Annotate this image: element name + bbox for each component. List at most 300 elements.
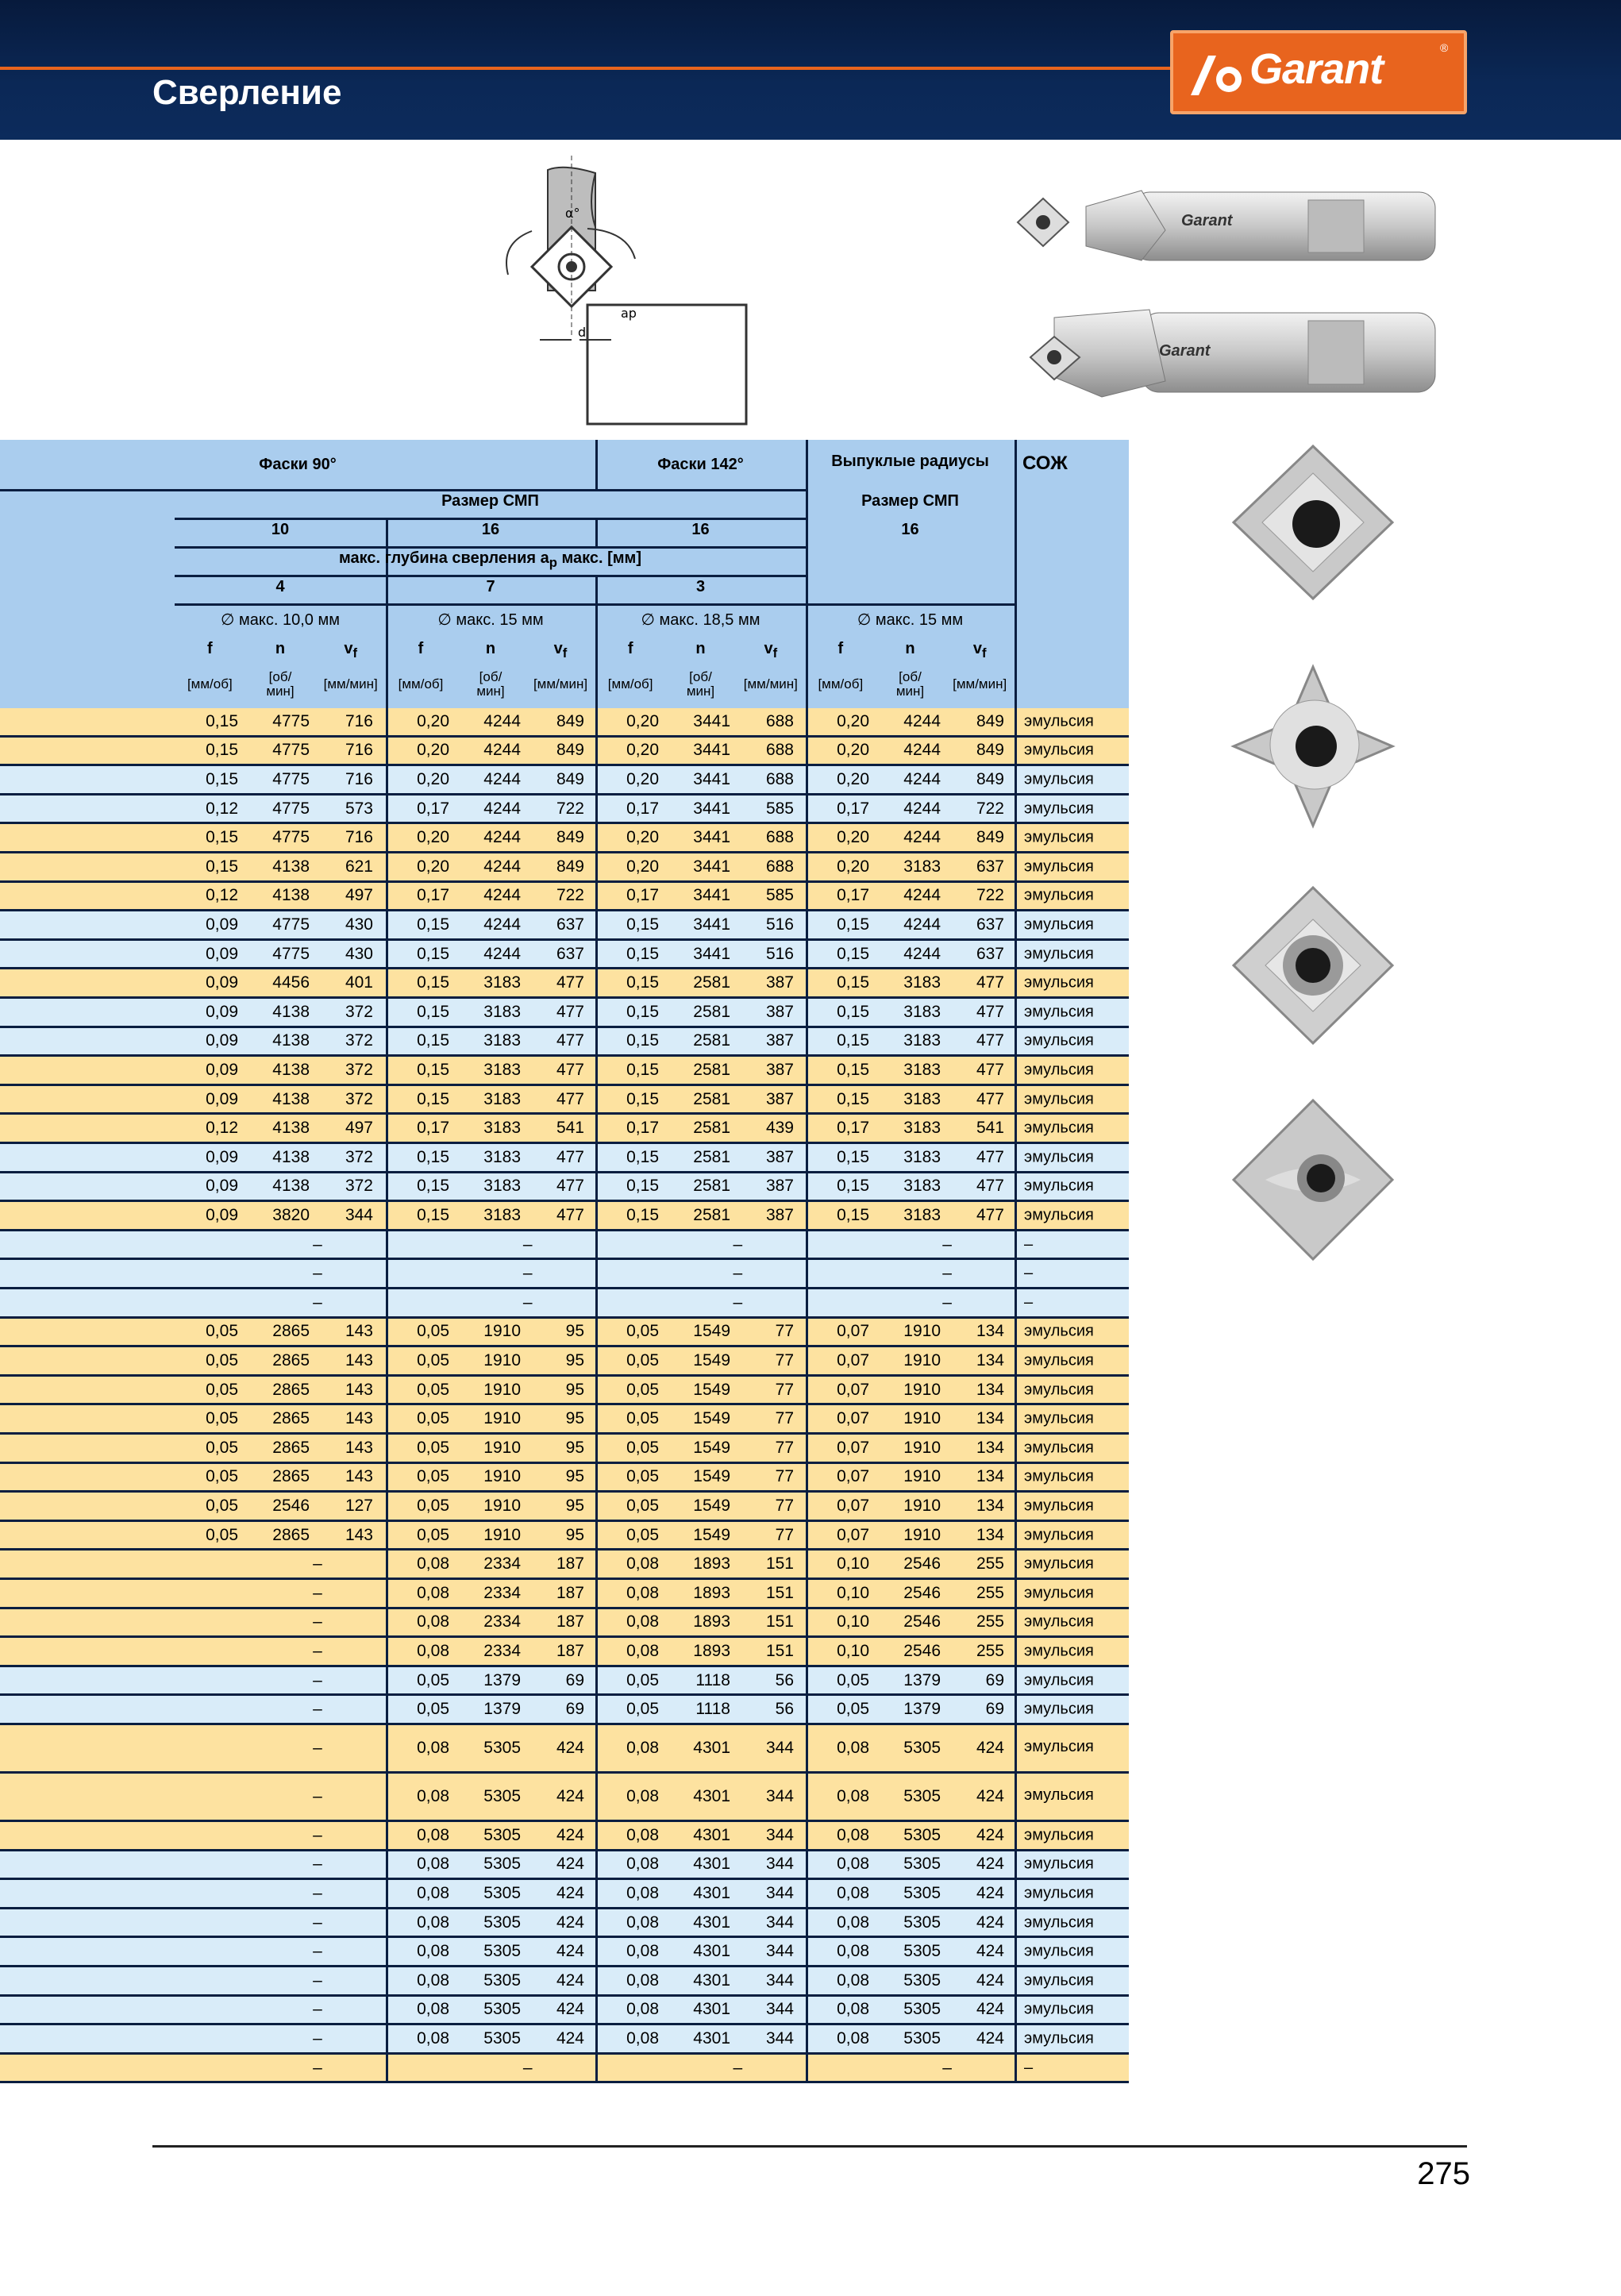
param-vf: $v_f$: [344, 640, 357, 661]
vf-value: 69: [985, 1700, 1004, 1719]
f-value: 0,15: [837, 1060, 869, 1079]
table-row: [0, 1696, 1129, 1725]
dash-cell: –: [942, 1264, 952, 1283]
n-value: 1549: [693, 1438, 730, 1457]
unit-n: [об/ мин]: [895, 669, 925, 699]
f-value: 0,08: [417, 1554, 449, 1574]
table-row: [0, 911, 1129, 941]
table-row: [0, 999, 1129, 1028]
n-value: 4244: [483, 828, 521, 847]
table-row: [0, 738, 1129, 767]
f-value: 0,08: [837, 1787, 869, 1805]
vf-value: 541: [976, 1119, 1004, 1138]
f-value: 0,15: [626, 1147, 659, 1166]
coolant-cell: эмульсия: [1024, 1913, 1094, 1932]
n-value: 1910: [903, 1350, 941, 1370]
vf-value: 143: [345, 1467, 373, 1486]
n-value: 4775: [272, 799, 310, 818]
dash-cell: –: [313, 1825, 322, 1844]
table-row: [0, 1967, 1129, 1997]
f-value: 0,07: [837, 1525, 869, 1544]
vf-value: 344: [765, 1942, 794, 1961]
param-f: f: [206, 640, 213, 657]
coolant-cell: эмульсия: [1024, 712, 1094, 730]
f-value: 0,15: [837, 1002, 869, 1021]
n-value: 3183: [903, 1177, 941, 1196]
f-value: 0,08: [626, 2000, 659, 2019]
n-value: 1910: [903, 1525, 941, 1544]
f-value: 0,08: [417, 1970, 449, 1990]
header-insert-size: Размер СМП: [441, 492, 539, 510]
coolant-cell: эмульсия: [1024, 1700, 1094, 1718]
size-16-c: 16: [901, 521, 919, 538]
coolant-cell: эмульсия: [1024, 770, 1094, 788]
header-convex-radii: Выпуклые радиусы: [831, 453, 989, 470]
param-n: n: [275, 640, 286, 657]
vf-value: 849: [556, 828, 584, 847]
f-value: 0,15: [837, 1177, 869, 1196]
n-value: 4301: [693, 1970, 730, 1990]
dash-cell: –: [313, 1612, 322, 1631]
vf-value: 143: [345, 1322, 373, 1341]
n-value: 1549: [693, 1350, 730, 1370]
n-value: 3183: [903, 1031, 941, 1050]
n-value: 4775: [272, 828, 310, 847]
vf-value: 516: [765, 944, 794, 963]
garant-logo-mark-icon: [1188, 51, 1251, 98]
vf-value: 477: [976, 1147, 1004, 1166]
f-value: 0,08: [417, 2000, 449, 2019]
n-value: 3183: [483, 1119, 521, 1138]
vf-value: 688: [765, 769, 794, 788]
f-value: 0,08: [837, 2000, 869, 2019]
coolant-cell: эмульсия: [1024, 2000, 1094, 2018]
f-value: 0,09: [206, 1031, 238, 1050]
diameter-b: ∅ макс. 15 мм: [437, 611, 544, 629]
coolant-cell: эмульсия: [1024, 1884, 1094, 1902]
f-value: 0,15: [626, 944, 659, 963]
vf-value: 688: [765, 857, 794, 876]
n-value: 4138: [272, 857, 310, 876]
f-value: 0,07: [837, 1350, 869, 1370]
vf-value: 497: [345, 1119, 373, 1138]
vf-value: 477: [556, 973, 584, 992]
f-value: 0,15: [837, 1089, 869, 1108]
vf-value: 344: [765, 1913, 794, 1932]
f-value: 0,08: [417, 1612, 449, 1631]
dash-cell: –: [313, 1554, 322, 1574]
n-value: 1910: [483, 1350, 521, 1370]
f-value: 0,05: [626, 1350, 659, 1370]
coolant-cell: эмульсия: [1024, 1206, 1094, 1224]
coolant-cell: эмульсия: [1024, 1351, 1094, 1370]
table-row: [0, 1851, 1129, 1881]
vf-value: 69: [985, 1670, 1004, 1689]
f-value: 0,08: [626, 1970, 659, 1990]
coolant-cell: эмульсия: [1024, 973, 1094, 992]
n-value: 1379: [483, 1700, 521, 1719]
f-value: 0,05: [626, 1670, 659, 1689]
param-n: n: [485, 640, 496, 657]
page-title: Сверление: [152, 73, 342, 112]
n-value: 3183: [903, 1089, 941, 1108]
n-value: 3183: [483, 1205, 521, 1224]
table-header: [0, 440, 1129, 708]
insert-image-1: [1218, 435, 1408, 610]
vf-value: 477: [976, 973, 1004, 992]
f-value: 0,15: [626, 1089, 659, 1108]
n-value: 4138: [272, 1119, 310, 1138]
f-value: 0,08: [626, 1825, 659, 1844]
f-value: 0,05: [206, 1496, 238, 1515]
vf-value: 143: [345, 1380, 373, 1399]
f-value: 0,08: [837, 1855, 869, 1874]
n-value: 5305: [483, 1855, 521, 1874]
vf-value: 477: [976, 1002, 1004, 1021]
f-value: 0,17: [837, 886, 869, 905]
unit-f: [мм/об]: [607, 676, 653, 691]
f-value: 0,20: [417, 828, 449, 847]
n-value: 4244: [903, 944, 941, 963]
vf-value: 497: [345, 886, 373, 905]
vf-value: 344: [765, 1855, 794, 1874]
vf-value: 716: [345, 711, 373, 730]
f-value: 0,05: [626, 1409, 659, 1428]
f-value: 0,08: [417, 1855, 449, 1874]
vf-value: 722: [976, 886, 1004, 905]
coolant-cell: эмульсия: [1024, 1554, 1094, 1573]
table-row: [0, 941, 1129, 970]
vf-value: 477: [556, 1060, 584, 1079]
f-value: 0,08: [837, 1970, 869, 1990]
vf-value: 95: [565, 1409, 584, 1428]
vf-value: 424: [556, 1739, 584, 1757]
table-row: [0, 1405, 1129, 1435]
table-row: [0, 1347, 1129, 1377]
vf-value: 69: [565, 1700, 584, 1719]
table-row: [0, 1909, 1129, 1939]
table-row: [0, 1289, 1129, 1319]
header-chamfer142: Фаски 142°: [657, 456, 744, 473]
f-value: 0,05: [626, 1467, 659, 1486]
n-value: 1910: [903, 1409, 941, 1428]
f-value: 0,05: [626, 1496, 659, 1515]
vf-value: 849: [976, 711, 1004, 730]
coolant-cell: эмульсия: [1024, 857, 1094, 876]
n-value: 5305: [483, 1913, 521, 1932]
vf-value: 134: [976, 1525, 1004, 1544]
f-value: 0,08: [626, 1554, 659, 1574]
n-value: 2865: [272, 1322, 310, 1341]
n-value: 1549: [693, 1409, 730, 1428]
table-row: [0, 1822, 1129, 1851]
f-value: 0,15: [417, 1147, 449, 1166]
coolant-cell: эмульсия: [1024, 1148, 1094, 1166]
f-value: 0,05: [206, 1525, 238, 1544]
n-value: 4244: [903, 828, 941, 847]
f-value: 0,08: [626, 1583, 659, 1602]
vf-value: 424: [976, 1825, 1004, 1844]
f-value: 0,08: [837, 1913, 869, 1932]
n-value: 4244: [903, 741, 941, 760]
vf-value: 127: [345, 1496, 373, 1515]
depth-4: 4: [275, 578, 285, 595]
n-value: 1893: [693, 1641, 730, 1660]
f-value: 0,15: [417, 1177, 449, 1196]
vf-value: 722: [556, 799, 584, 818]
vf-value: 134: [976, 1438, 1004, 1457]
coolant-cell: эмульсия: [1024, 1971, 1094, 1990]
f-value: 0,15: [626, 973, 659, 992]
coolant-cell: эмульсия: [1024, 1526, 1094, 1544]
table-row: [0, 1551, 1129, 1580]
f-value: 0,10: [837, 1583, 869, 1602]
n-value: 3820: [272, 1205, 310, 1224]
vf-value: 372: [345, 1002, 373, 1021]
coolant-cell: эмульсия: [1024, 1786, 1094, 1804]
table-row: [0, 1086, 1129, 1115]
f-value: 0,08: [417, 1583, 449, 1602]
coolant-cell: эмульсия: [1024, 1090, 1094, 1108]
dash-cell: –: [942, 1235, 952, 1254]
n-value: 1893: [693, 1583, 730, 1602]
n-value: 2581: [693, 1031, 730, 1050]
vf-value: 344: [345, 1205, 373, 1224]
vf-value: 477: [556, 1177, 584, 1196]
n-value: 2581: [693, 1060, 730, 1079]
n-value: 5305: [903, 1970, 941, 1990]
n-value: 1910: [483, 1496, 521, 1515]
vf-value: 477: [556, 1002, 584, 1021]
f-value: 0,07: [837, 1467, 869, 1486]
f-value: 0,05: [206, 1438, 238, 1457]
dash-cell: –: [313, 2058, 322, 2077]
vf-value: 477: [556, 1147, 584, 1166]
n-value: 5305: [483, 1787, 521, 1805]
coolant-cell: эмульсия: [1024, 1119, 1094, 1137]
table-row: [0, 708, 1129, 738]
coolant-cell: эмульсия: [1024, 1322, 1094, 1340]
vf-value: 56: [775, 1670, 794, 1689]
n-value: 5305: [903, 1883, 941, 1902]
vf-value: 849: [556, 711, 584, 730]
insert-image-2: [1218, 659, 1408, 834]
coolant-cell: эмульсия: [1024, 1612, 1094, 1631]
param-f: f: [837, 640, 844, 657]
vf-value: 849: [556, 741, 584, 760]
n-value: 1379: [903, 1700, 941, 1719]
n-value: 4244: [483, 799, 521, 818]
vf-value: 585: [765, 886, 794, 905]
coolant-cell: эмульсия: [1024, 741, 1094, 759]
vf-value: 344: [765, 2028, 794, 2048]
f-value: 0,05: [417, 1350, 449, 1370]
table-row: [0, 1173, 1129, 1203]
vf-value: 477: [556, 1031, 584, 1050]
n-value: 1549: [693, 1467, 730, 1486]
table-row: [0, 1493, 1129, 1522]
n-value: 4775: [272, 741, 310, 760]
param-vf: $v_f$: [764, 640, 778, 661]
coolant-cell: –: [1024, 1293, 1034, 1312]
header-insert-size-radii: Размер СМП: [861, 492, 959, 510]
dash-cell: –: [313, 1264, 322, 1283]
vf-value: 716: [345, 769, 373, 788]
f-value: 0,05: [417, 1700, 449, 1719]
coolant-cell: эмульсия: [1024, 915, 1094, 934]
f-value: 0,07: [837, 1409, 869, 1428]
f-value: 0,05: [417, 1467, 449, 1486]
n-value: 5305: [903, 1739, 941, 1757]
vf-value: 344: [765, 1970, 794, 1990]
table-row: [0, 853, 1129, 883]
dash-cell: –: [522, 1235, 533, 1254]
f-value: 0,15: [626, 1205, 659, 1224]
f-value: 0,08: [417, 1913, 449, 1932]
vf-value: 143: [345, 1409, 373, 1428]
vf-value: 372: [345, 1147, 373, 1166]
dash-cell: –: [313, 1787, 322, 1805]
f-value: 0,10: [837, 1641, 869, 1660]
n-value: 3441: [693, 886, 730, 905]
n-value: 5305: [903, 2028, 941, 2048]
vf-value: 716: [345, 741, 373, 760]
page-number: 275: [1417, 2156, 1470, 2191]
f-value: 0,08: [626, 2028, 659, 2048]
vf-value: 424: [556, 1825, 584, 1844]
vf-value: 439: [765, 1119, 794, 1138]
table-row: [0, 1231, 1129, 1261]
param-f: f: [418, 640, 424, 657]
coolant-cell: эмульсия: [1024, 1942, 1094, 1960]
n-value: 4301: [693, 1942, 730, 1961]
table-row: [0, 1638, 1129, 1667]
dash-cell: –: [313, 1855, 322, 1874]
f-value: 0,08: [626, 1855, 659, 1874]
table-row: [0, 1938, 1129, 1967]
f-value: 0,08: [626, 1641, 659, 1660]
f-value: 0,15: [837, 1031, 869, 1050]
f-value: 0,05: [837, 1700, 869, 1719]
dash-cell: –: [313, 1235, 322, 1254]
dash-cell: –: [733, 1235, 743, 1254]
vf-value: 637: [976, 915, 1004, 934]
vf-value: 151: [765, 1641, 794, 1660]
n-value: 3183: [903, 1147, 941, 1166]
n-value: 5305: [483, 1883, 521, 1902]
vf-value: 77: [775, 1380, 794, 1399]
f-value: 0,09: [206, 973, 238, 992]
unit-f: [мм/об]: [187, 676, 233, 691]
dash-cell: –: [942, 1292, 952, 1312]
f-value: 0,08: [417, 1641, 449, 1660]
n-value: 5305: [903, 1825, 941, 1844]
n-value: 1379: [903, 1670, 941, 1689]
n-value: 3441: [693, 799, 730, 818]
n-value: 1549: [693, 1380, 730, 1399]
n-value: 2334: [483, 1583, 521, 1602]
f-value: 0,20: [837, 711, 869, 730]
n-value: 5305: [483, 2000, 521, 2019]
f-value: 0,15: [837, 1205, 869, 1224]
vf-value: 424: [556, 2000, 584, 2019]
depth-3: 3: [695, 578, 706, 595]
f-value: 0,08: [837, 2028, 869, 2048]
n-value: 4244: [483, 915, 521, 934]
n-value: 4244: [483, 741, 521, 760]
f-value: 0,08: [626, 1739, 659, 1757]
vf-value: 424: [976, 2028, 1004, 2048]
f-value: 0,15: [417, 973, 449, 992]
n-value: 4301: [693, 1739, 730, 1757]
f-value: 0,20: [626, 857, 659, 876]
n-value: 2546: [903, 1554, 941, 1574]
size-10: 10: [271, 521, 290, 538]
f-value: 0,15: [206, 741, 238, 760]
n-value: 3183: [903, 857, 941, 876]
table-row: [0, 1997, 1129, 2026]
n-value: 4244: [483, 711, 521, 730]
param-n: n: [695, 640, 706, 657]
d-label: d: [578, 325, 587, 340]
n-value: 5305: [903, 2000, 941, 2019]
vf-value: 143: [345, 1525, 373, 1544]
n-value: 4244: [483, 769, 521, 788]
f-value: 0,09: [206, 915, 238, 934]
vf-value: 621: [345, 857, 373, 876]
n-value: 4244: [483, 886, 521, 905]
vf-value: 424: [556, 1913, 584, 1932]
f-value: 0,09: [206, 1089, 238, 1108]
vf-value: 77: [775, 1322, 794, 1341]
n-value: 2546: [903, 1641, 941, 1660]
f-value: 0,15: [417, 1089, 449, 1108]
vf-value: 187: [556, 1612, 584, 1631]
header-orange-rule: [0, 67, 1175, 70]
f-value: 0,15: [417, 1205, 449, 1224]
unit-n: [об/ мин]: [476, 669, 505, 699]
f-value: 0,05: [206, 1322, 238, 1341]
vf-value: 688: [765, 828, 794, 847]
vf-value: 424: [556, 1883, 584, 1902]
f-value: 0,20: [626, 769, 659, 788]
vf-value: 849: [976, 741, 1004, 760]
vf-value: 387: [765, 1147, 794, 1166]
vf-value: 637: [976, 944, 1004, 963]
f-value: 0,08: [417, 1883, 449, 1902]
vf-value: 688: [765, 741, 794, 760]
dash-cell: –: [313, 2000, 322, 2019]
table-row: [0, 824, 1129, 853]
n-value: 4244: [483, 944, 521, 963]
n-value: 2546: [903, 1612, 941, 1631]
coolant-cell: эмульсия: [1024, 1439, 1094, 1457]
f-value: 0,20: [417, 857, 449, 876]
n-value: 4138: [272, 1089, 310, 1108]
n-value: 4244: [903, 711, 941, 730]
f-value: 0,15: [206, 769, 238, 788]
vf-value: 585: [765, 799, 794, 818]
n-value: 3183: [483, 1031, 521, 1050]
vf-value: 424: [976, 1787, 1004, 1805]
f-value: 0,15: [417, 944, 449, 963]
n-value: 4138: [272, 1060, 310, 1079]
n-value: 5305: [903, 1913, 941, 1932]
n-value: 1910: [483, 1525, 521, 1544]
n-value: 1893: [693, 1612, 730, 1631]
vf-value: 387: [765, 1031, 794, 1050]
f-value: 0,20: [837, 741, 869, 760]
